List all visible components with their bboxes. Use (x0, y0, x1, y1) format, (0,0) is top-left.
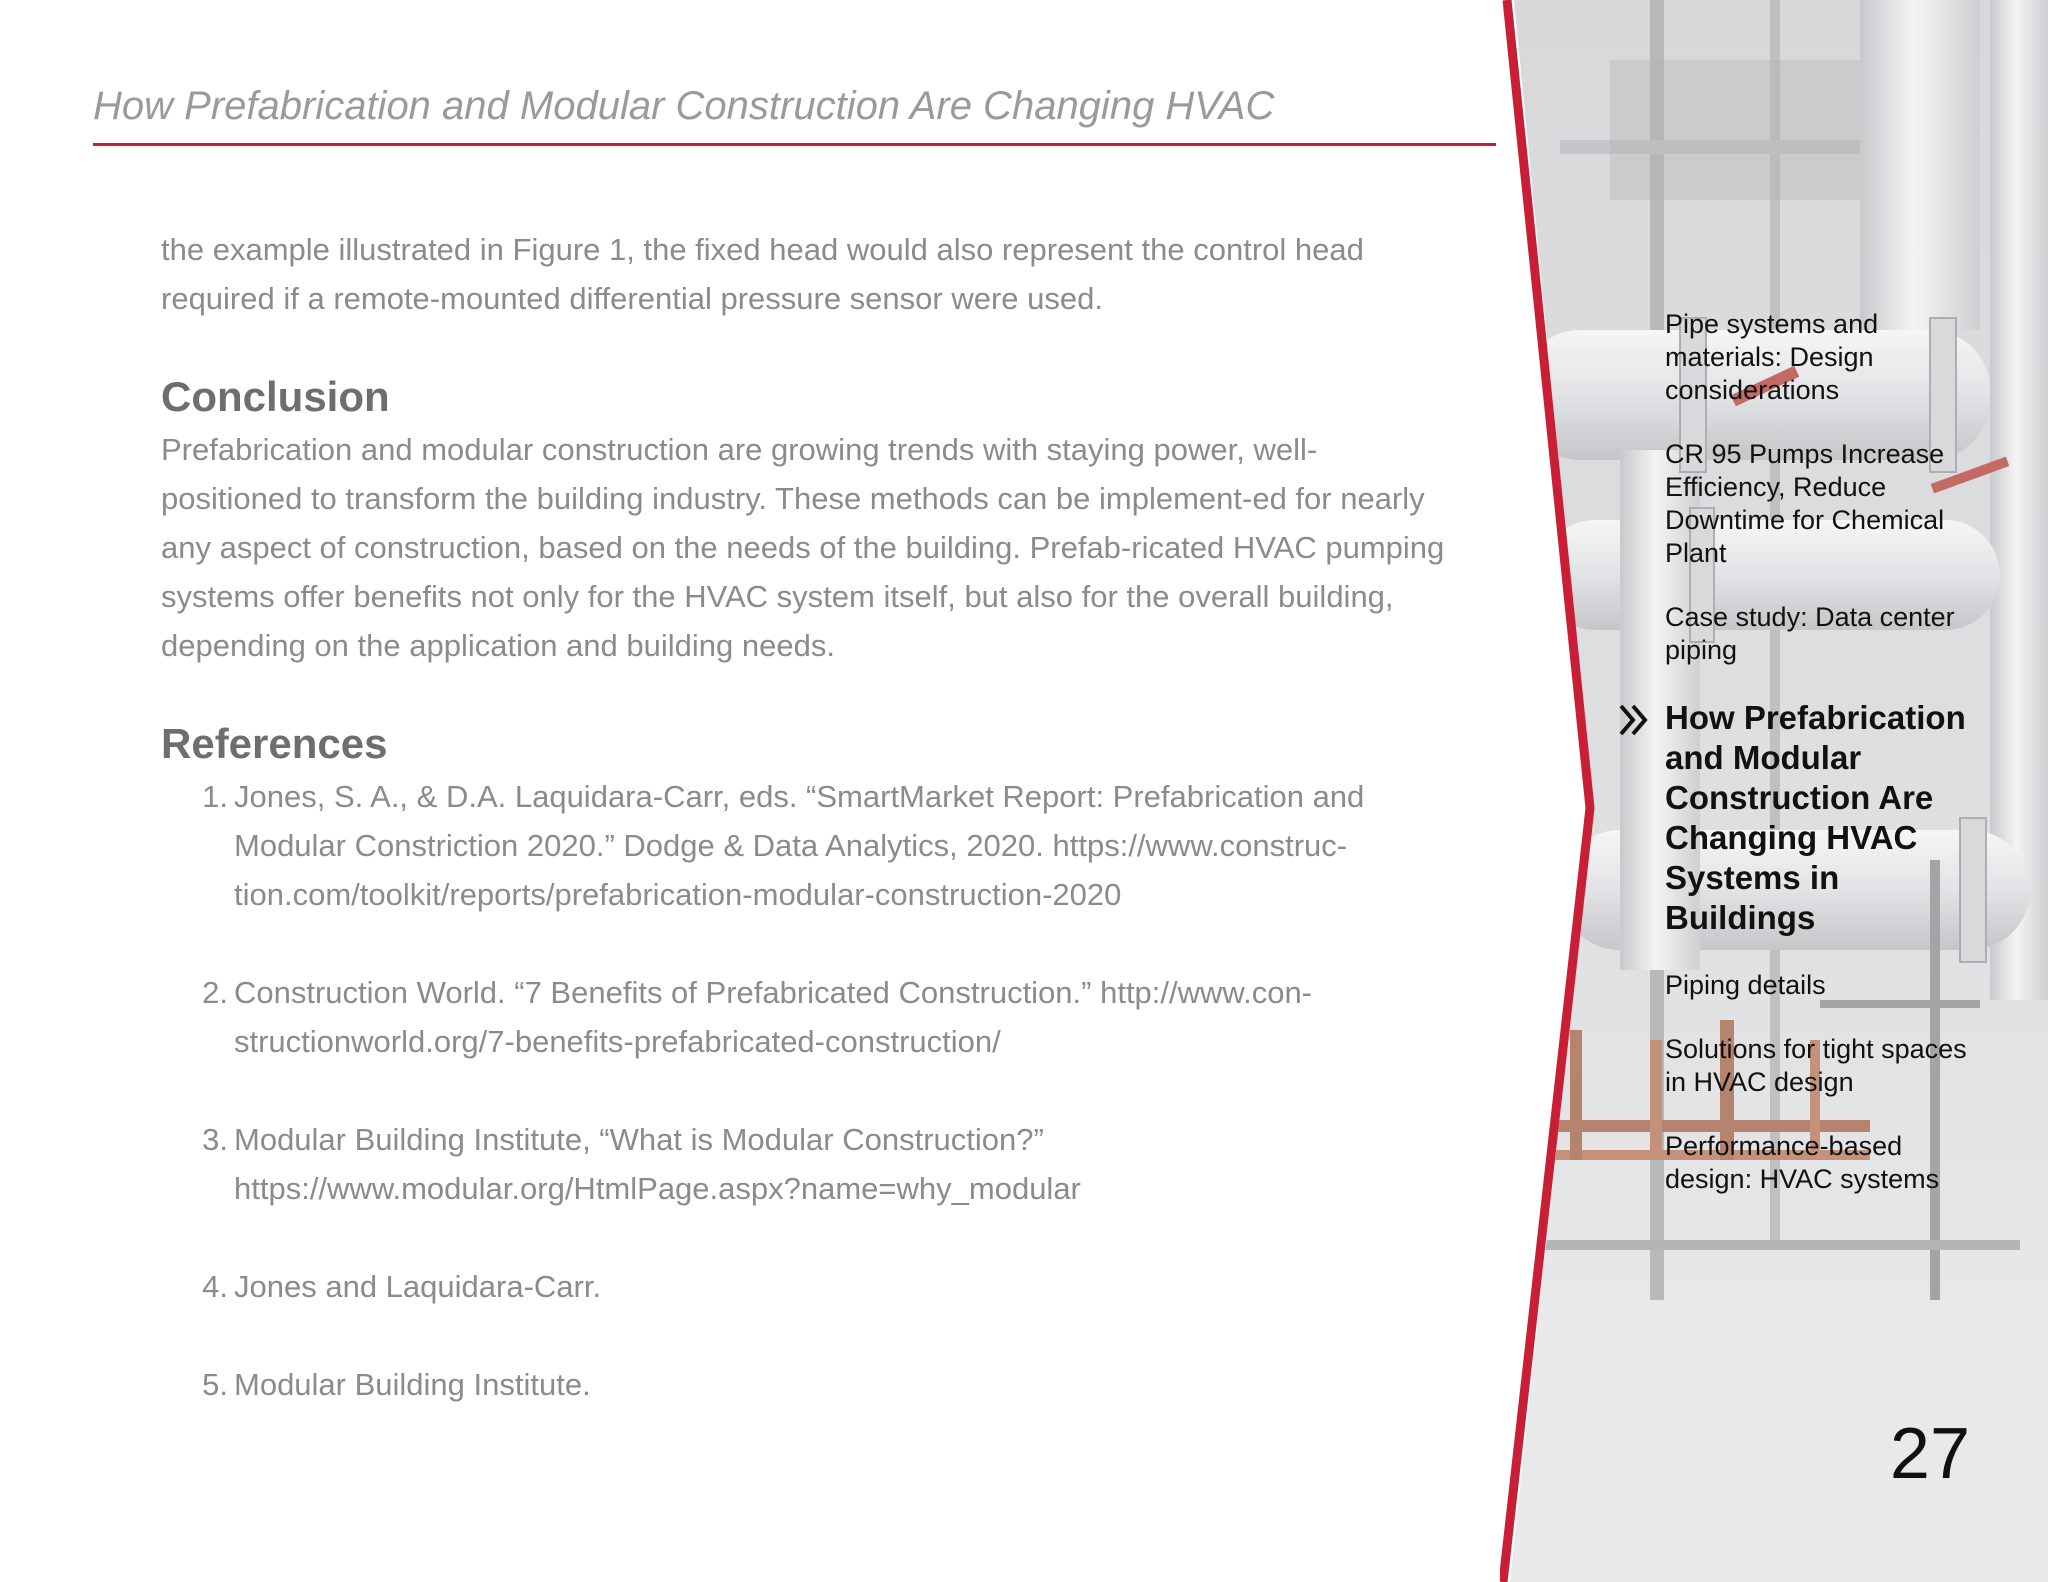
intro-paragraph: the example illustrated in Figure 1, the fixed head would also represent the control head required if a remote-mounted differential pressure sensor were used. (161, 232, 1364, 316)
reference-text: Jones, S. A., & D.A. Laquidara-Carr, eds. “SmartMarket Report: Prefabrication and Modular Constriction 2020.” Dodge & Data Analytics, 2020. https://www.construc-tion.com/toolkit/reports/prefabrication-modular-construction-2020 (234, 779, 1365, 912)
running-header-title: How Prefabrication and Modular Construction Are Changing HVAC (93, 84, 1275, 128)
toc-item[interactable]: Piping details (1665, 970, 1826, 1000)
reference-text: Construction World. “7 Benefits of Prefabricated Construction.” http://www.con-structionworld.org/7-benefits-prefabricated-construction/ (234, 975, 1313, 1059)
header-rule (93, 143, 1496, 146)
reference-item (161, 1360, 1461, 1409)
conclusion-heading: Conclusion (161, 373, 390, 420)
toc-item[interactable]: Pipe systems and materials: Design considerations (1665, 309, 1879, 405)
reference-number: 3. (202, 1122, 228, 1157)
reference-item (161, 1262, 1461, 1311)
table-of-contents (1665, 308, 1995, 1227)
toc-item-current-label: How Prefabrication and Modular Construction Are Changing HVAC Systems in Buildings (1665, 699, 1966, 936)
reference-number: 4. (202, 1269, 228, 1304)
toc-item[interactable]: Case study: Data center piping (1665, 602, 1955, 665)
reference-item (161, 968, 1461, 1066)
double-chevron-right-icon (1615, 700, 1655, 740)
reference-text: Modular Building Institute, “What is Modular Construction?” https://www.modular.org/HtmlPage.aspx?name=why_modular (234, 1122, 1081, 1206)
toc-item[interactable]: Performance-based design: HVAC systems (1665, 1131, 1940, 1194)
toc-item[interactable]: Solutions for tight spaces in HVAC design (1665, 1034, 1967, 1097)
reference-text: Jones and Laquidara-Carr. (234, 1269, 602, 1304)
toc-item-current[interactable] (1665, 698, 1995, 938)
reference-number: 5. (202, 1367, 228, 1402)
references-heading: References (161, 720, 388, 767)
reference-item (161, 1115, 1461, 1213)
body-column (161, 225, 1461, 1458)
reference-item (161, 772, 1461, 919)
references-list (161, 772, 1461, 1409)
reference-number: 2. (202, 975, 228, 1010)
reference-number: 1. (202, 779, 228, 814)
conclusion-paragraph: Prefabrication and modular construction are growing trends with staying power, well-positioned to transform the building industry. These methods can be implement-ed for nearly any aspect of construction, based on the needs of the building. Prefab-ricated HVAC pumping systems offer benefits not only for the HVAC system itself, but also for the overall building, depending on the application and building needs. (161, 432, 1445, 663)
reference-text: Modular Building Institute. (234, 1367, 591, 1402)
toc-item[interactable]: CR 95 Pumps Increase Efficiency, Reduce Downtime for Chemical Plant (1665, 439, 1945, 568)
page-number: 27 (1889, 1414, 1970, 1494)
